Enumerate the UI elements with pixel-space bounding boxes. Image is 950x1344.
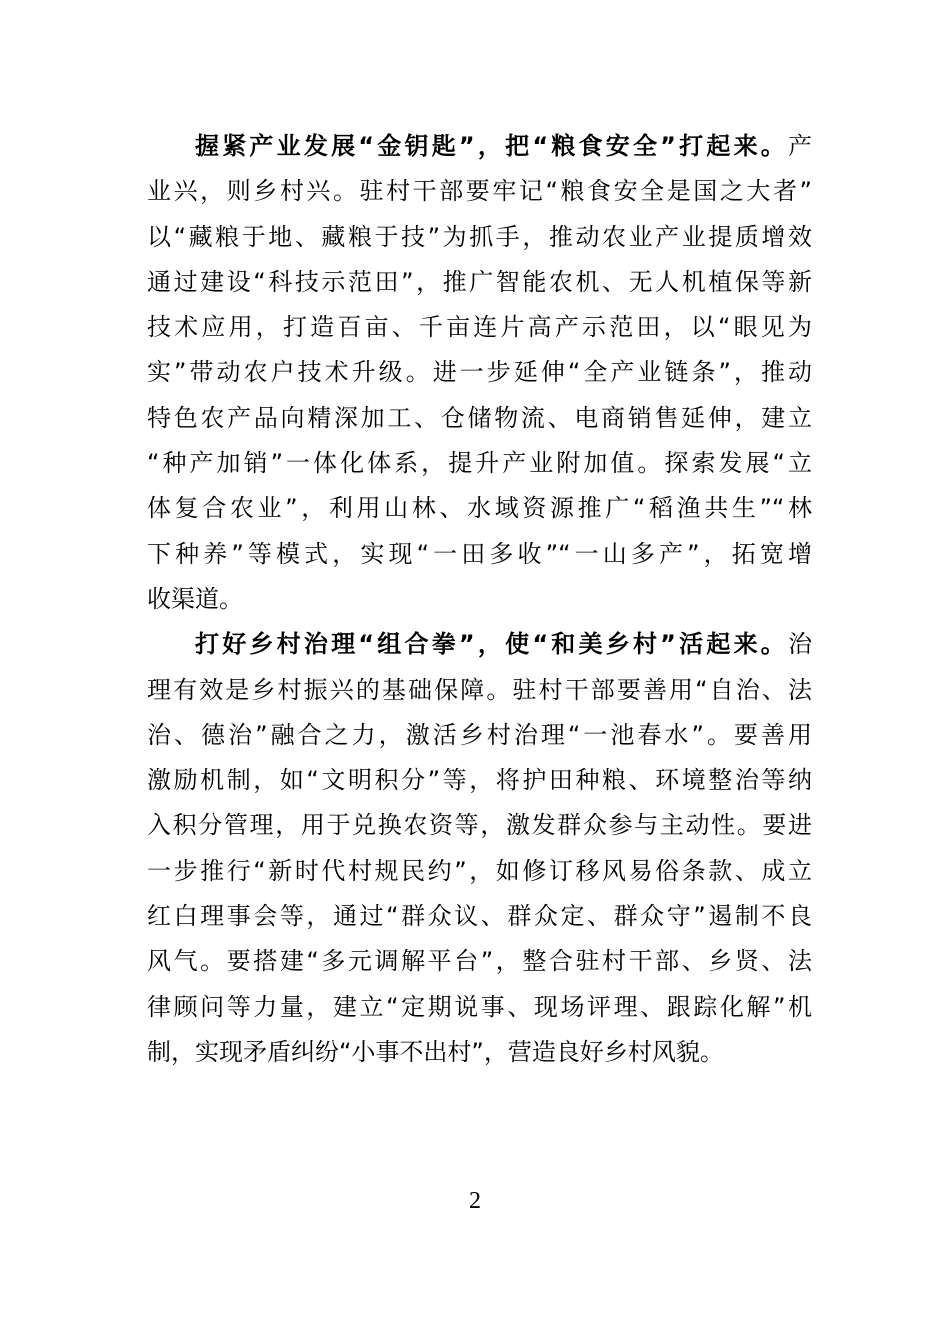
text-line: 激励机制，如“文明积分”等，将护田种粮、环境整治等纳 [147,766,812,795]
text-line: 理有效是乡村振兴的基础保障。驻村干部要善用“自治、法 [147,675,812,704]
text-line: 通过建设“科技示范田”，推广智能农机、无人机植保等新 [147,267,812,296]
text-line: 收渠道。 [147,584,243,613]
line-text: 治 [788,630,812,659]
text-line: 技术应用，打造百亩、千亩连片高产示范田，以“眼见为 [147,313,812,342]
text-line: 业兴，则乡村兴。驻村干部要牢记“粮食安全是国之大者” [147,177,812,206]
paragraph-industry [147,124,812,622]
paragraph-heading: 打好乡村治理“组合拳”，使“和美乡村”活起来。 [195,630,788,659]
paragraph-governance [147,622,812,1075]
text-line: 风气。要搭建“多元调解平台”，整合驻村干部、乡贤、法 [147,947,812,976]
text-line: 律顾问等力量，建立“定期说事、现场评理、跟踪化解”机 [147,992,812,1021]
text-line: 特色农产品向精深加工、仓储物流、电商销售延伸，建立 [147,403,812,432]
text-line: 治、德治”融合之力，激活乡村治理“一池春水”。要善用 [147,720,812,749]
line-text: 产 [788,132,812,160]
text-line: 以“藏粮于地、藏粮于技”为抓手，推动农业产业提质增效 [147,222,812,251]
page-number: 2 [469,1188,481,1214]
text-line [147,124,812,169]
text-line [147,622,812,667]
text-line: 下种养”等模式，实现“一田多收”“一山多产”，拓宽增 [147,539,812,568]
text-line: 制，实现矛盾纠纷“小事不出村”，营造良好乡村风貌。 [147,1037,724,1066]
text-line: 体复合农业”，利用山林、水域资源推广“稻渔共生”“林 [147,494,812,523]
text-line: 红白理事会等，通过“群众议、群众定、群众守”遏制不良 [147,902,812,931]
text-line: “种产加销”一体化体系，提升产业附加值。探索发展“立 [147,449,812,478]
text-line: 一步推行“新时代村规民约”，如修订移风易俗条款、成立 [147,856,812,885]
text-line: 实”带动农户技术升级。进一步延伸“全产业链条”，推动 [147,358,812,387]
body-text [147,124,812,1075]
paragraph-heading: 握紧产业发展“金钥匙”，把“粮食安全”打起来。 [195,132,788,160]
text-line: 入积分管理，用于兑换农资等，激发群众参与主动性。要进 [147,811,812,840]
